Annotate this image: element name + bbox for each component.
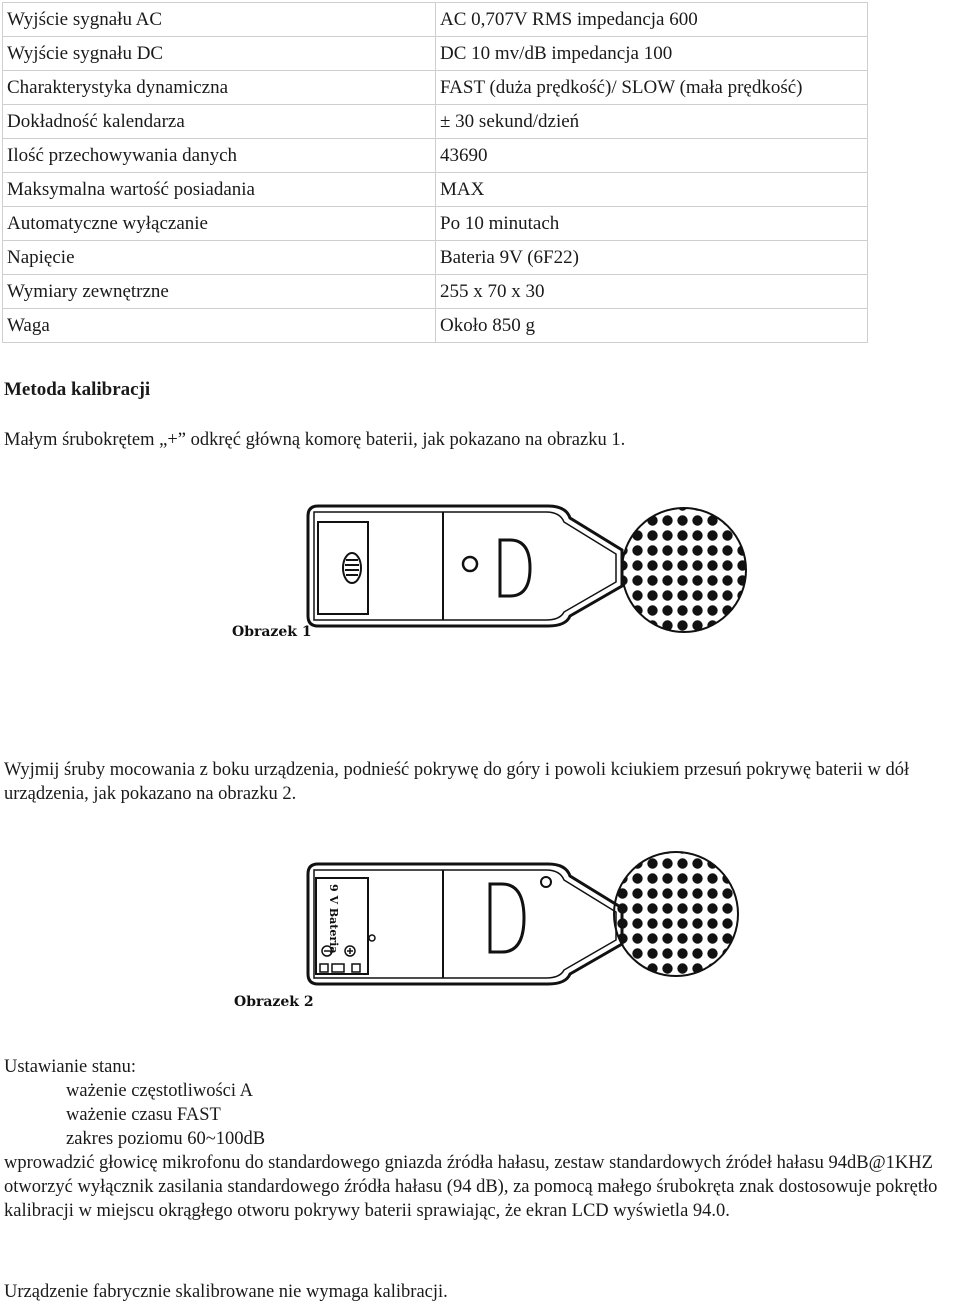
settings-item: ważenie czasu FAST [66, 1105, 221, 1125]
display-window [490, 884, 524, 952]
spec-label: Wyjście sygnału DC [3, 37, 436, 71]
spec-value: 255 x 70 x 30 [436, 275, 868, 309]
spec-row [3, 139, 868, 173]
spec-row [3, 309, 868, 343]
spec-value: ± 30 sekund/dzień [436, 105, 868, 139]
microphone-grille [622, 508, 746, 632]
spec-row [3, 37, 868, 71]
spec-value: Po 10 minutach [436, 207, 868, 241]
display-window [500, 540, 530, 596]
battery-label: 9 V Bateria [327, 884, 340, 954]
spec-label: Ilość przechowywania danych [3, 139, 436, 173]
settings-item: zakres poziomu 60~100dB [66, 1129, 266, 1149]
spec-row [3, 207, 868, 241]
battery-screw-icon [343, 553, 361, 583]
spec-label: Maksymalna wartość posiadania [3, 173, 436, 207]
spec-label: Napięcie [3, 241, 436, 275]
calibration-settings [4, 1055, 959, 1223]
spec-value: AC 0,707V RMS impedancja 600 [436, 3, 868, 37]
spec-label: Wymiary zewnętrzne [3, 275, 436, 309]
paragraph-4: Urządzenie fabrycznie skalibrowane nie wymaga kalibracji. [4, 1282, 448, 1302]
spec-row [3, 3, 868, 37]
spec-value: Około 850 g [436, 309, 868, 343]
settings-title: Ustawianie stanu: [4, 1057, 137, 1077]
paragraph-2: Wyjmij śruby mocowania z boku urządzenia, podnieść pokrywę do góry i powoli kciukiem przesuń pokrywę baterii w dół urządzenia, jak pokazano na obrazku 2. [4, 760, 910, 804]
sound-meter-body [308, 864, 622, 984]
spec-row [3, 71, 868, 105]
figure-1 [232, 498, 760, 648]
spec-value: DC 10 mv/dB impedancja 100 [436, 37, 868, 71]
spec-value: FAST (duża prędkość)/ SLOW (mała prędkość) [436, 71, 868, 105]
spec-row [3, 105, 868, 139]
spec-row [3, 241, 868, 275]
spec-row [3, 275, 868, 309]
spec-label: Waga [3, 309, 436, 343]
figure-2 [234, 856, 760, 1016]
paragraph-3: wprowadzić głowicę mikrofonu do standardowego gniazda źródła hałasu, zestaw standardowych źródeł hałasu 94dB@1KHZ otworzyć wyłącznik zasilania standardowego źródła hałasu (94 dB), za pomocą małego śrubokręta znak dostosowuje pokrętło kalibracji w miejscu okrągłego otworu pokrywy baterii sprawiając, że ekran LCD wyświetla 94.0. [4, 1153, 938, 1221]
spec-value: MAX [436, 173, 868, 207]
figure-1-caption: Obrazek 1 [232, 624, 312, 640]
spec-row [3, 173, 868, 207]
spec-label: Charakterystyka dynamiczna [3, 71, 436, 105]
figure-2-caption: Obrazek 2 [234, 994, 314, 1010]
calibration-hole-icon [541, 877, 551, 887]
settings-item: ważenie częstotliwości A [66, 1081, 253, 1101]
spec-label: Dokładność kalendarza [3, 105, 436, 139]
calibration-hole-icon [463, 557, 477, 571]
spec-value: Bateria 9V (6F22) [436, 241, 868, 275]
paragraph-1: Małym śrubokrętem „+” odkręć główną komorę baterii, jak pokazano na obrazku 1. [4, 430, 626, 450]
spec-label: Automatyczne wyłączanie [3, 207, 436, 241]
microphone-grille [614, 852, 738, 976]
spec-label: Wyjście sygnału AC [3, 3, 436, 37]
spec-table [2, 2, 868, 343]
spec-value: 43690 [436, 139, 868, 173]
section-title: Metoda kalibracji [4, 379, 151, 400]
